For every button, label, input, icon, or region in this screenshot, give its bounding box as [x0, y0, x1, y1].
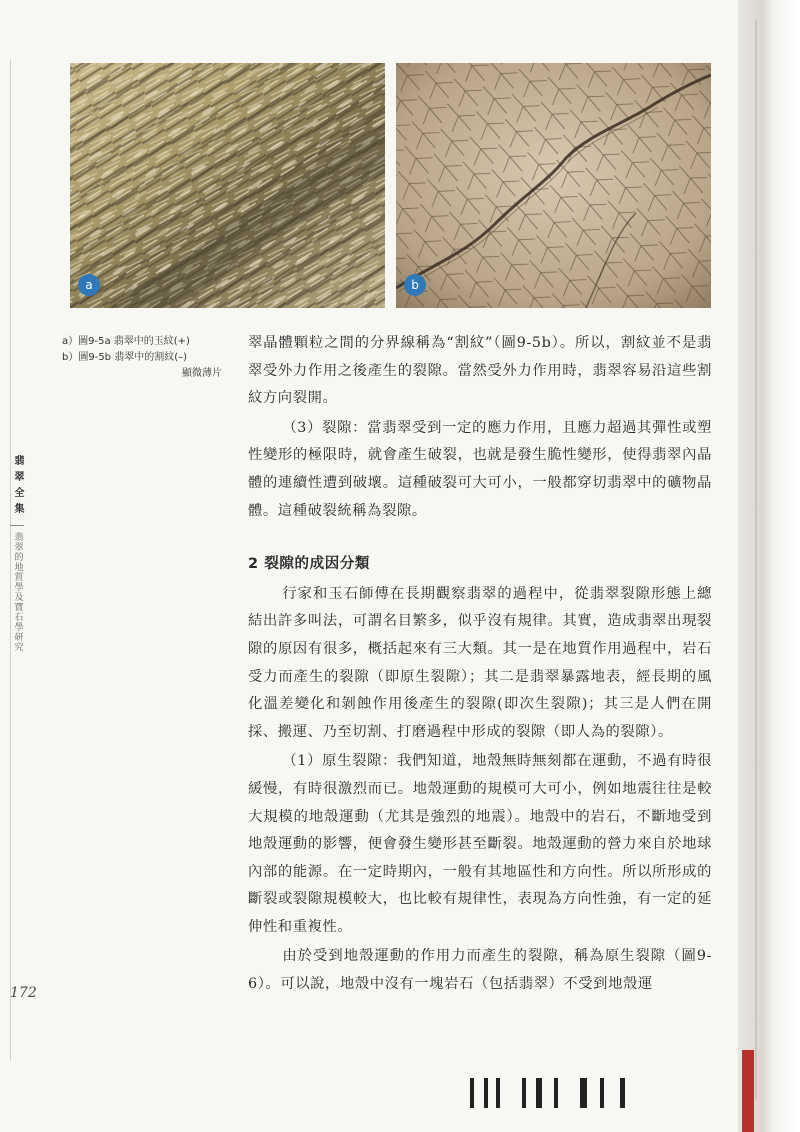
section-heading: 2 裂隙的成因分類 [248, 556, 371, 573]
photo-a-badge: a [78, 274, 100, 296]
photo-b-badge: b [404, 274, 426, 296]
paragraph-4: （1）原生裂隙：我們知道，地殼無時無刻都在運動，不過有時很緩慢，有時很激烈而已。地殼運動的規模可大可小，例如地震往往是較大規模的地殼運動（尤其是強烈的地震）。地殼中的岩石，不斷地受到地殼運動的影響，便會發生變形甚至斷裂。地殼運動的營力來自於地球內部的能源。在一定時期內，一般有其地區性和方向性。所以所形成的斷裂或裂隙規模較大，也比較有規律性，表現為方向性強，有一定的延伸性和重複性。 [248, 753, 712, 935]
photo-jade-texture [70, 63, 385, 308]
body-text [248, 330, 712, 999]
caption-c: 顯微薄片 [182, 368, 222, 379]
side-tab [10, 455, 24, 652]
paragraph-1: 翠晶體顆粒之間的分界線稱為“割紋”（圖9-5b）。所以，割紋並不是翡翠受外力作用之後產生的裂隙。當然受外力作用時，翡翠容易沿這些割紋方向裂開。 [248, 335, 712, 407]
page-edge-line [755, 20, 757, 1100]
side-book-title: 翡翠全集 [12, 455, 23, 519]
paragraph-3: 行家和玉石師傅在長期觀察翡翠的過程中，從翡翠裂隙形態上總結出許多叫法，可謂名目繁多，似乎沒有規律。其實，造成翡翠出現裂隙的原因有很多，概括起來有三大類。其一是在地質作用過程中，岩石受力而產生的裂隙（即原生裂隙）；其二是翡翠暴露地表，經長期的風化溫差變化和剝蝕作用後產生的裂隙(即次生裂隙)；其三是人們在開採、搬運、乃至切割、打磨過程中形成的裂隙（即人為的裂隙）。 [248, 585, 712, 740]
side-divider [10, 525, 24, 526]
figure-caption [62, 334, 222, 382]
paragraph-5: 由於受到地殼運動的作用力而產生的裂隙，稱為原生裂隙（圖9-6）。可以說，地殼中沒有一塊岩石（包括翡翠）不受到地殼運 [248, 948, 712, 993]
side-subtitle: 翡翠的地質學及寶石學研究 [12, 532, 23, 652]
page-edge-shadow [738, 0, 800, 1132]
book-spine-edge [742, 1050, 754, 1132]
photo-b-image [396, 63, 711, 308]
paragraph-2: （3）裂隙：當翡翠受到一定的應力作用，且應力超過其彈性或塑性變形的極限時，就會產生破裂，也就是發生脆性變形，使得翡翠內晶體的連續性遭到破壞。這種破裂可大可小，一般都穿切翡翠中的礦物晶體。這種破裂統稱為裂隙。 [248, 419, 712, 519]
photo-jade-cleavage [396, 63, 711, 308]
page-number: 172 [10, 985, 37, 1001]
photo-a-image [70, 63, 385, 308]
caption-b: b）圖9-5b 翡翠中的割紋(–) [62, 352, 188, 363]
caption-a: a）圖9-5a 翡翠中的玉紋(+) [62, 336, 190, 347]
scan-artifacts [470, 1078, 640, 1108]
